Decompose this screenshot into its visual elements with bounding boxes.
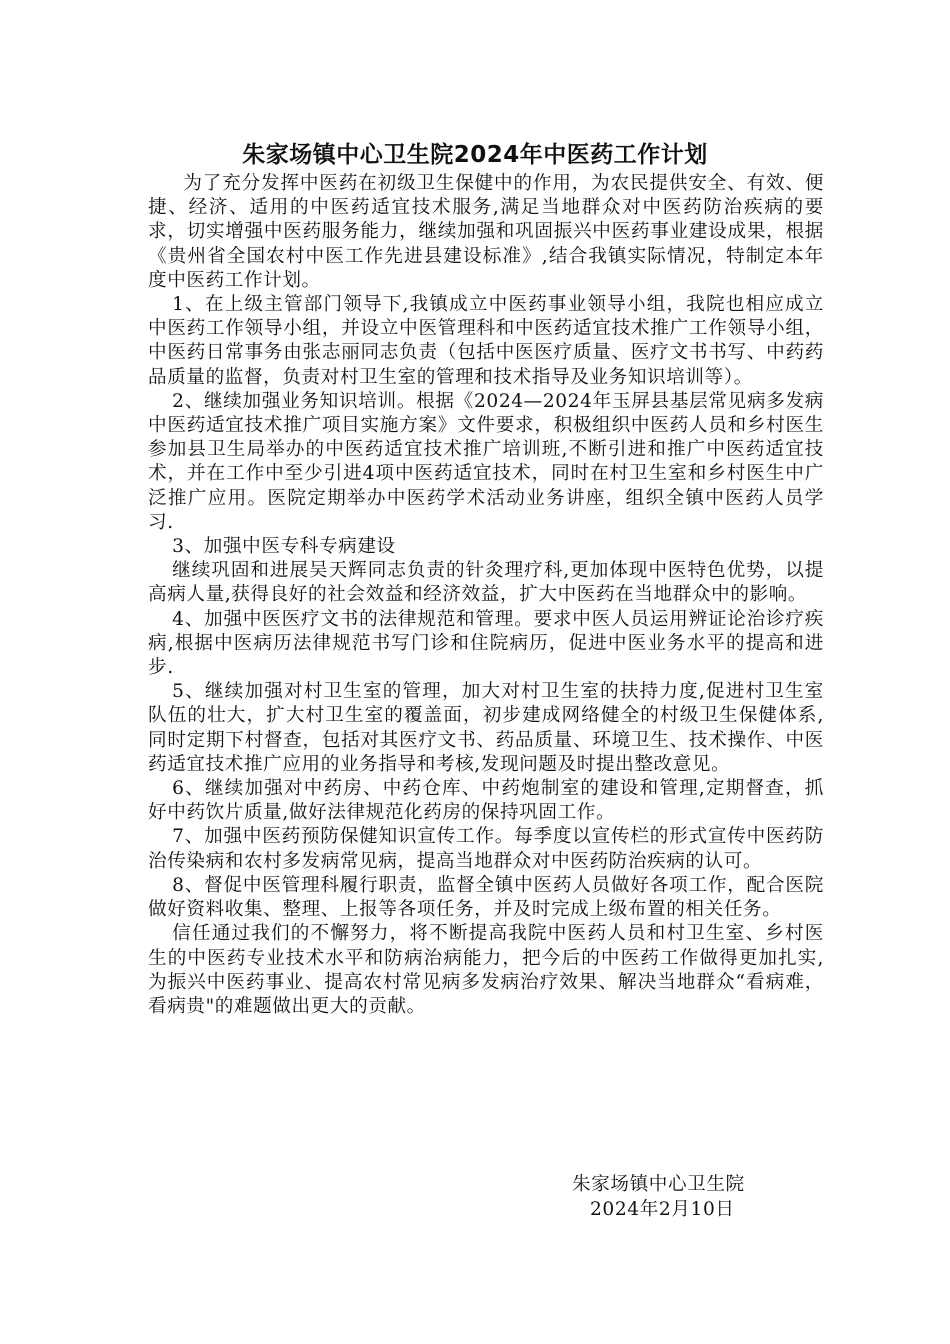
item-3-heading: 3、加强中医专科专病建设 — [172, 536, 396, 558]
document-body — [148, 172, 824, 1019]
closing-paragraph: 信任通过我们的不懈努力，将不断提高我院中医药人员和村卫生室、乡村医生的中医药专业技术水平和防病治病能力，把今后的中医药工作做得更加扎实,为振兴中医药事业、提高农村常见病多发病治疗效果、解决当地群众“看病难，看病贵"的难题做出更大的贡献。 — [148, 923, 824, 1017]
signature-date: 2024年2月10日 — [590, 1199, 735, 1220]
item-4-paragraph: 4、加强中医医疗文书的法律规范和管理。要求中医人员运用辨证论治诊疗疾病,根据中医病历法律规范书写门诊和住院病历，促进中医业务水平的提高和进步. — [148, 608, 824, 679]
item-6-paragraph: 6、继续加强对中药房、中药仓库、中药炮制室的建设和管理,定期督查，抓好中药饮片质量,做好法律规范化药房的保持巩固工作。 — [148, 778, 824, 824]
item-8-paragraph: 8、督促中医管理科履行职责，监督全镇中医药人员做好各项工作，配合医院做好资料收集、整理、上报等各项任务，并及时完成上级布置的相关任务。 — [148, 874, 824, 921]
signature-organization: 朱家场镇中心卫生院 — [572, 1174, 745, 1195]
item-5-paragraph: 5、继续加强对村卫生室的管理，加大对村卫生室的扶持力度,促进村卫生室队伍的壮大，扩大村卫生室的覆盖面，初步建成网络健全的村级卫生保健体系,同时定期下村督查，包括对其医疗文书、药品质量、环境卫生、技术操作、中医药适宜技术推广应用的业务指导和考核,发现问题及时提出整改意见。 — [148, 681, 824, 775]
item-2-paragraph: 2、继续加强业务知识培训。根据《2024—2024年玉屏县基层常见病多发病中医药适宜技术推广项目实施方案》文件要求，积极组织中医药人员和乡村医生参加县卫生局举办的中医药适宜技术推广培训班,不断引进和推广中医药适宜技术，并在工作中至少引进4项中医药适宜技术，同时在村卫生室和乡村医生中广泛推广应用。医院定期举办中医药学术活动业务讲座，组织全镇中医药人员学习. — [148, 390, 824, 533]
document-title: 朱家场镇中心卫生院2024年中医药工作计划 — [242, 142, 708, 168]
item-1-paragraph: 1、在上级主管部门领导下,我镇成立中医药事业领导小组，我院也相应成立中医药工作领导小组，并设立中医管理科和中医药适宜技术推广工作领导小组，中医药日常事务由张志丽同志负责（包括中医医疗质量、医疗文书书写、中药药品质量的监督，负责对村卫生室的管理和技术指导及业务知识培训等）。 — [148, 294, 824, 388]
item-7-paragraph: 7、加强中医药预防保健知识宣传工作。每季度以宣传栏的形式宣传中医药防治传染病和农村多发病常见病，提高当地群众对中医药防治疾病的认可。 — [148, 826, 824, 872]
item-3-paragraph: 继续巩固和进展吴天辉同志负责的针灸理疗科,更加体现中医特色优势，以提高病人量,获得良好的社会效益和经济效益，扩大中医药在当地群众中的影响。 — [148, 560, 824, 606]
intro-paragraph: 为了充分发挥中医药在初级卫生保健中的作用，为农民提供安全、有效、便捷、经济、适用的中医药适宜技术服务,满足当地群众对中医药防治疾病的要求，切实增强中医药服务能力，继续加强和巩固振兴中医药事业建设成果，根据《贵州省全国农村中医工作先进县建设标准》,结合我镇实际情况，特制定本年度中医药工作计划。 — [148, 173, 824, 291]
